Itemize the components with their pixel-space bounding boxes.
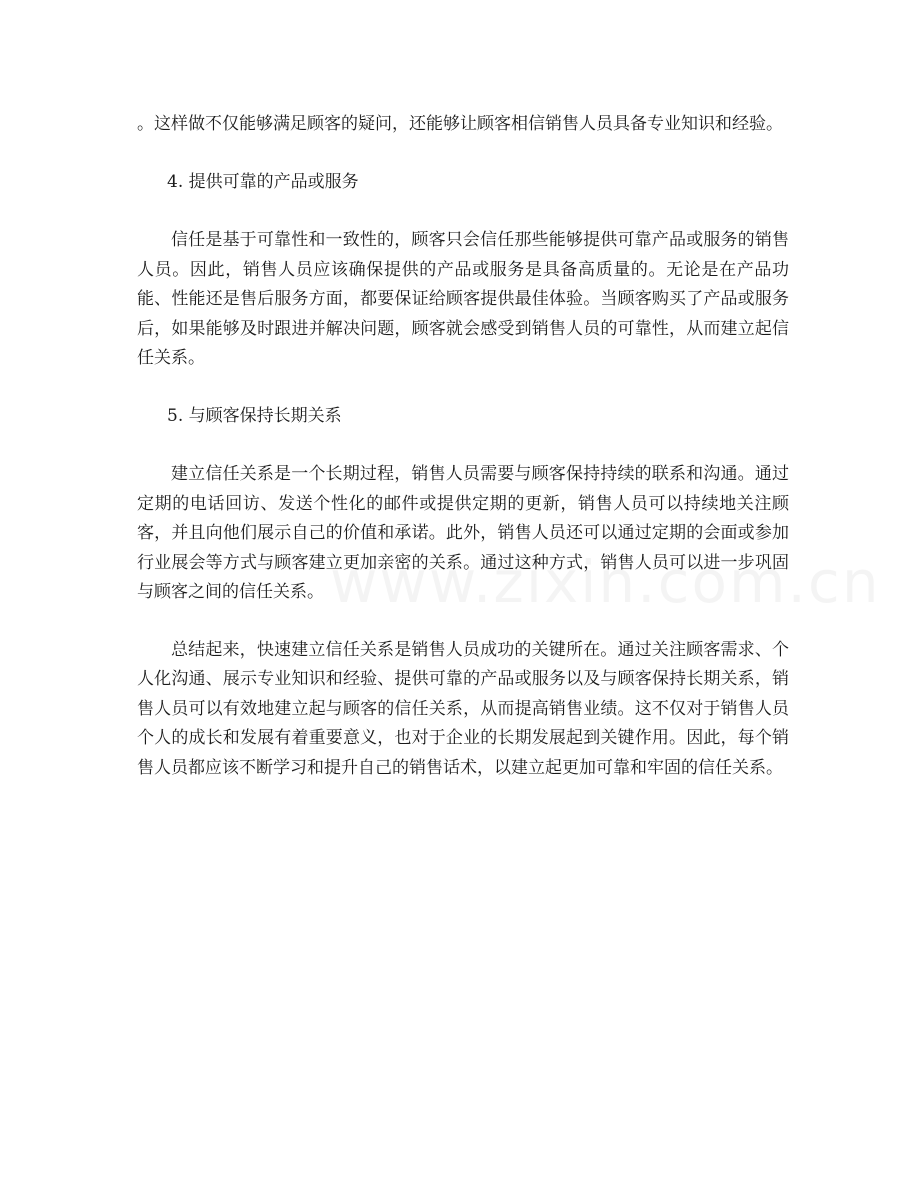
paragraph-conclusion: 总结起来，快速建立信任关系是销售人员成功的关键所在。通过关注顾客需求、个人化沟通、展示专业知识和经验、提供可靠的产品或服务以及与顾客保持长期关系，销售人员可以有效地建立起与顾客的信任关系，从而提高销售业绩。这不仅对于销售人员个人的成长和发展有着重要意义，也对于企业的长期发展起到关键作用。因此，每个销售人员都应该不断学习和提升自己的销售话术，以建立起更加可靠和牢固的信任关系。 (137, 639, 789, 778)
document-body (137, 110, 789, 783)
section-heading-4: 4. 提供可靠的产品或服务 (167, 171, 359, 192)
paragraph-reliable-products: 信任是基于可靠性和一致性的，顾客只会信任那些能够提供可靠产品或服务的销售人员。因此，销售人员应该确保提供的产品或服务是具备高质量的。无论是在产品功能、性能还是售后服务方面，都要保证给顾客提供最佳体验。当顾客购买了产品或服务后，如果能够及时跟进并解决问题，顾客就会感受到销售人员的可靠性，从而建立起信任关系。 (137, 230, 789, 368)
section-heading-5: 5. 与顾客保持长期关系 (167, 405, 342, 426)
paragraph-continuation: 。这样做不仅能够满足顾客的疑问，还能够让顾客相信销售人员具备专业知识和经验。 (137, 114, 783, 134)
paragraph-long-term-relationship: 建立信任关系是一个长期过程，销售人员需要与顾客保持持续的联系和沟通。通过定期的电话回访、发送个性化的邮件或提供定期的更新，销售人员可以持续地关注顾客，并且向他们展示自己的价值和承诺。此外，销售人员还可以通过定期的会面或参加行业展会等方式与顾客建立更加亲密的关系。通过这种方式，销售人员可以进一步巩固与顾客之间的信任关系。 (137, 464, 789, 602)
